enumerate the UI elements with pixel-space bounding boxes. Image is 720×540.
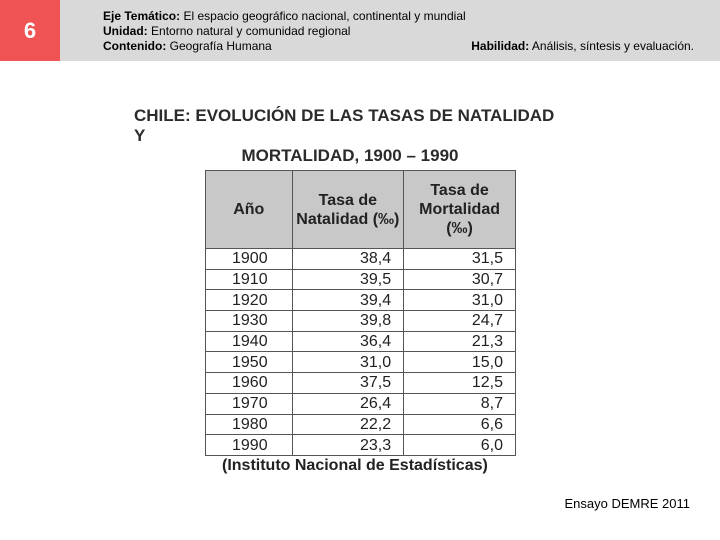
header-natalidad: Tasa de Natalidad (‰) bbox=[292, 171, 404, 249]
footer-credit: Ensayo DEMRE 2011 bbox=[564, 496, 690, 511]
cell-mortalidad: 6,0 bbox=[404, 435, 516, 456]
habilidad-label: Habilidad: bbox=[471, 39, 530, 53]
eje-line bbox=[103, 9, 466, 24]
unidad-line bbox=[103, 24, 466, 39]
figure-title-line1: CHILE: EVOLUCIÓN DE LAS TASAS DE NATALIDAD Y bbox=[134, 106, 555, 145]
eje-value: El espacio geográfico nacional, continental y mundial bbox=[183, 9, 466, 23]
topic-info bbox=[103, 9, 466, 54]
header-mortalidad: Tasa de Mortalidad (‰) bbox=[404, 171, 516, 249]
cell-natalidad: 39,8 bbox=[292, 311, 404, 332]
table-row bbox=[206, 373, 516, 394]
table-row bbox=[206, 435, 516, 456]
cell-mortalidad: 6,6 bbox=[404, 414, 516, 435]
table-row bbox=[206, 269, 516, 290]
cell-year: 1930 bbox=[206, 311, 293, 332]
table-row bbox=[206, 290, 516, 311]
cell-mortalidad: 30,7 bbox=[404, 269, 516, 290]
cell-year: 1960 bbox=[206, 373, 293, 394]
cell-natalidad: 23,3 bbox=[292, 435, 404, 456]
eje-label: Eje Temático: bbox=[103, 9, 181, 23]
cell-mortalidad: 21,3 bbox=[404, 331, 516, 352]
cell-mortalidad: 31,5 bbox=[404, 249, 516, 270]
slide-number: 6 bbox=[0, 0, 60, 61]
cell-year: 1970 bbox=[206, 393, 293, 414]
cell-year: 1910 bbox=[206, 269, 293, 290]
contenido-line bbox=[103, 39, 466, 54]
cell-mortalidad: 12,5 bbox=[404, 373, 516, 394]
cell-mortalidad: 8,7 bbox=[404, 393, 516, 414]
cell-year: 1920 bbox=[206, 290, 293, 311]
cell-mortalidad: 24,7 bbox=[404, 311, 516, 332]
cell-natalidad: 31,0 bbox=[292, 352, 404, 373]
header-year: Año bbox=[206, 171, 293, 249]
table-row bbox=[206, 331, 516, 352]
cell-natalidad: 22,2 bbox=[292, 414, 404, 435]
contenido-value: Geografía Humana bbox=[169, 39, 272, 53]
cell-year: 1900 bbox=[206, 249, 293, 270]
table-row bbox=[206, 393, 516, 414]
cell-year: 1940 bbox=[206, 331, 293, 352]
table-source: (Instituto Nacional de Estadísticas) bbox=[222, 457, 488, 474]
table-row bbox=[206, 249, 516, 270]
cell-year: 1980 bbox=[206, 414, 293, 435]
header-bar bbox=[0, 0, 720, 61]
table-row bbox=[206, 352, 516, 373]
cell-natalidad: 36,4 bbox=[292, 331, 404, 352]
cell-natalidad: 39,5 bbox=[292, 269, 404, 290]
cell-natalidad: 38,4 bbox=[292, 249, 404, 270]
cell-mortalidad: 15,0 bbox=[404, 352, 516, 373]
table-header-row bbox=[206, 171, 516, 249]
cell-natalidad: 39,4 bbox=[292, 290, 404, 311]
rates-table bbox=[205, 170, 516, 456]
table-row bbox=[206, 414, 516, 435]
habilidad-value: Análisis, síntesis y evaluación. bbox=[531, 39, 694, 53]
contenido-label: Contenido: bbox=[103, 39, 167, 53]
cell-year: 1990 bbox=[206, 435, 293, 456]
cell-mortalidad: 31,0 bbox=[404, 290, 516, 311]
figure-title-line2: MORTALIDAD, 1900 – 1990 bbox=[241, 146, 459, 165]
figure-title bbox=[130, 106, 570, 166]
cell-year: 1950 bbox=[206, 352, 293, 373]
table-row bbox=[206, 311, 516, 332]
habilidad-line bbox=[471, 39, 694, 53]
cell-natalidad: 26,4 bbox=[292, 393, 404, 414]
unidad-value: Entorno natural y comunidad regional bbox=[151, 24, 351, 38]
cell-natalidad: 37,5 bbox=[292, 373, 404, 394]
unidad-label: Unidad: bbox=[103, 24, 148, 38]
